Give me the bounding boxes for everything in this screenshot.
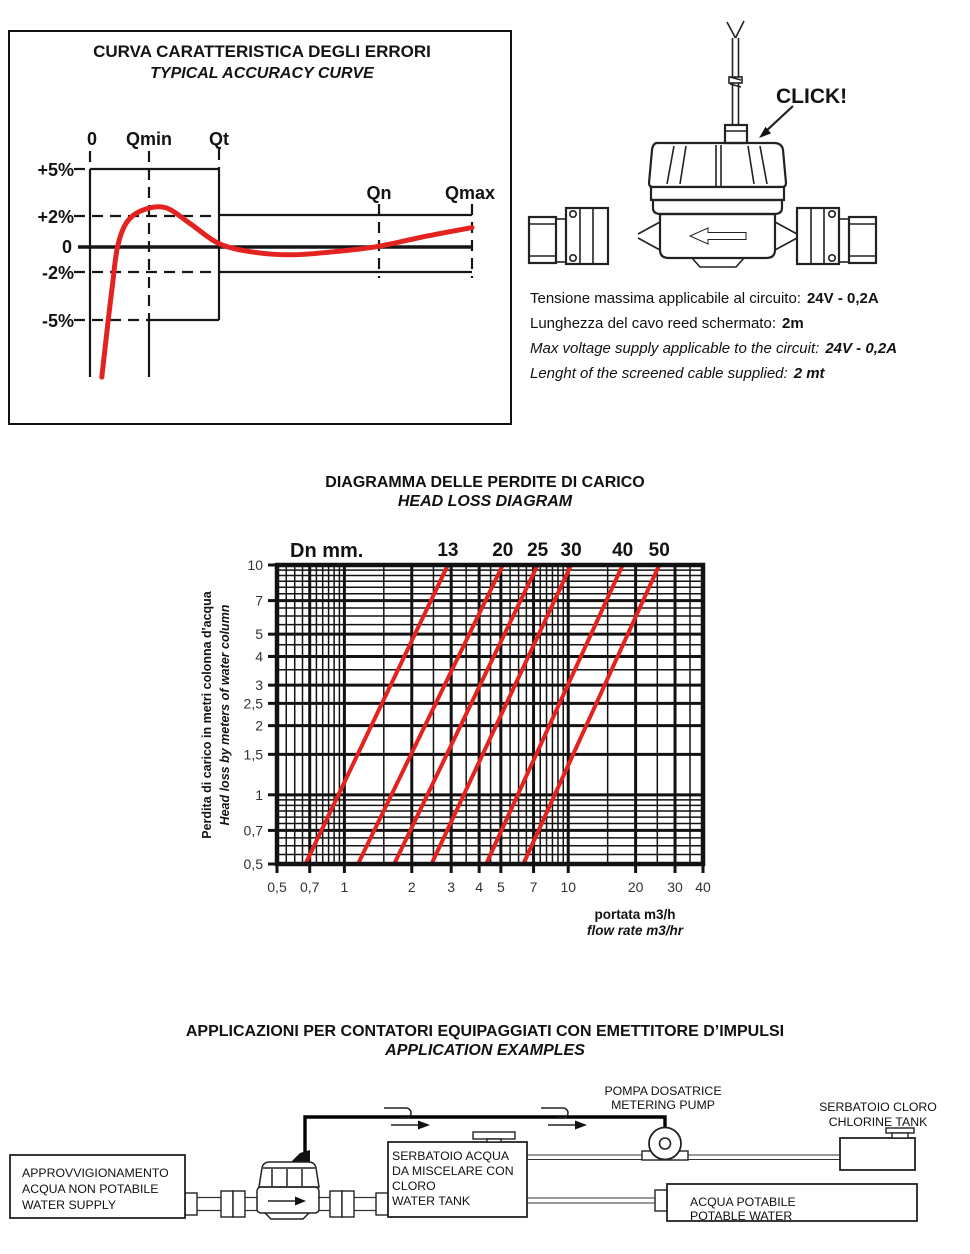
headloss-xlabel-en: flow rate m3/hr <box>586 923 684 938</box>
x-tick-label: 0,5 <box>267 879 287 895</box>
dn-axis-label: Dn mm. <box>290 540 364 562</box>
headloss-ylabel-it: Perdita di carico in metri colonna d'acqua <box>200 591 214 839</box>
acc-ylabel-m5: -5% <box>41 311 74 331</box>
y-tick-label: 4 <box>255 648 263 665</box>
dn-label: 25 <box>527 540 549 561</box>
application-schematic <box>0 1080 970 1254</box>
cable-break-mark <box>384 1108 430 1130</box>
water-meter-symbol <box>257 1150 319 1219</box>
y-tick-label: 2,5 <box>243 695 263 712</box>
supply-pipe <box>185 1191 257 1217</box>
x-tick-label: 10 <box>560 879 577 895</box>
potable-label-2: POTABLE WATER <box>690 1209 793 1223</box>
headloss-line-dn13 <box>305 565 447 864</box>
acc-ylabel-p2: +2% <box>37 207 74 227</box>
pump-label-2: METERING PUMP <box>611 1098 715 1112</box>
y-tick-label: 3 <box>255 677 263 694</box>
headloss-chart <box>185 528 755 950</box>
supply-label-1: APPROVVIGIONAMENTO <box>22 1166 169 1180</box>
chlorine-tank-cap <box>886 1128 914 1138</box>
water-tank-label-1: SERBATOIO ACQUA <box>392 1149 510 1163</box>
accuracy-curve-chart <box>10 32 510 423</box>
x-tick-label: 3 <box>447 879 456 895</box>
acc-xlabel-qmin: Qmin <box>125 129 173 149</box>
potable-label-1: ACQUA POTABILE <box>690 1195 796 1209</box>
spec-value: 24V - 0,2A <box>825 340 898 357</box>
accuracy-title: CURVA CARATTERISTICA DEGLI ERRORI <box>93 42 431 61</box>
y-tick-label: 5 <box>255 626 263 643</box>
spec-value: 24V - 0,2A <box>806 290 879 307</box>
x-tick-label: 0,7 <box>299 879 320 895</box>
electrical-specs <box>530 286 968 386</box>
y-tick-label: 1 <box>255 786 263 803</box>
x-tick-label: 5 <box>496 879 505 895</box>
x-tick-label: 20 <box>627 879 644 895</box>
acc-xlabel-qn: Qn <box>366 183 392 203</box>
y-tick-label: 10 <box>247 557 263 573</box>
meter-to-tank-pipe <box>318 1191 388 1217</box>
error-envelope <box>74 149 472 377</box>
x-tick-label: 2 <box>407 879 416 895</box>
cable-break-mark <box>541 1108 587 1130</box>
dn-label: 40 <box>612 540 634 561</box>
applications-title: APPLICAZIONI PER CONTATORI EQUIPAGGIATI CON EMETTITORE D’IMPULSI <box>185 1023 785 1040</box>
y-tick-label: 7 <box>255 592 263 609</box>
water-tank-label-2: DA MISCELARE CON <box>392 1164 514 1178</box>
spec-label: Max voltage supply applicable to the circuit: <box>530 340 820 357</box>
headloss-xlabel-it: portata m3/h <box>594 907 676 922</box>
click-callout: CLICK! <box>776 85 848 108</box>
accuracy-error-curve <box>102 207 472 377</box>
spec-line <box>530 336 968 361</box>
dn-label: 50 <box>648 540 670 561</box>
y-tick-label: 2 <box>255 717 263 734</box>
accuracy-subtitle: TYPICAL ACCURACY CURVE <box>150 65 374 82</box>
headloss-plot <box>244 540 711 895</box>
x-tick-label: 4 <box>475 879 484 895</box>
spec-value: 2 mt <box>793 365 825 382</box>
supply-label-3: WATER SUPPLY <box>22 1198 117 1212</box>
headloss-subtitle: HEAD LOSS DIAGRAM <box>397 493 573 510</box>
reed-cable <box>725 21 747 143</box>
spec-line <box>530 311 968 336</box>
water-tank-label-4: WATER TANK <box>392 1194 471 1208</box>
acc-xlabel-0: 0 <box>86 129 98 149</box>
acc-xlabel-qmax: Qmax <box>444 183 496 203</box>
headloss-line-dn50 <box>523 565 659 864</box>
chlorine-tank-label-2: CHLORINE TANK <box>828 1115 928 1129</box>
chlorine-tank-label-1: SERBATOIO CLORO <box>819 1100 937 1114</box>
headloss-title: DIAGRAMMA DELLE PERDITE DI CARICO <box>325 474 645 491</box>
accuracy-curve-figure <box>8 30 512 425</box>
acc-xlabel-qt: Qt <box>209 129 229 149</box>
dn-label: 30 <box>560 540 582 561</box>
dn-label: 20 <box>492 540 514 561</box>
acc-ylabel-0: 0 <box>61 237 72 257</box>
meter-body <box>529 143 876 267</box>
click-arrow <box>759 106 793 138</box>
tank-to-potable-pipe <box>527 1190 667 1211</box>
supply-label-2: ACQUA NON POTABILE <box>22 1182 159 1196</box>
x-tick-label: 40 <box>695 879 711 895</box>
acc-ylabel-p5: +5% <box>37 160 74 180</box>
water-tank-label-3: CLORO <box>392 1179 436 1193</box>
applications-subtitle: APPLICATION EXAMPLES <box>385 1042 585 1059</box>
metering-pump <box>642 1128 688 1161</box>
spec-value: 2m <box>781 315 804 332</box>
spec-line <box>530 286 968 311</box>
chlorine-tank-box <box>840 1138 915 1170</box>
y-tick-label: 0,7 <box>243 822 263 839</box>
y-tick-label: 0,5 <box>243 856 263 872</box>
x-tick-label: 7 <box>529 879 538 895</box>
dn-label: 13 <box>437 540 459 561</box>
y-tick-label: 1,5 <box>243 746 263 763</box>
headloss-line-dn20 <box>358 565 503 864</box>
x-tick-label: 1 <box>340 879 349 895</box>
spec-label: Tensione massima applicabile al circuito: <box>530 290 801 307</box>
spec-label: Lenght of the screened cable supplied: <box>530 365 788 382</box>
headloss-ylabel-en: Head loss by meters of water column <box>218 604 232 826</box>
x-tick-label: 30 <box>667 879 683 895</box>
headloss-line-dn40 <box>486 565 622 864</box>
spec-line <box>530 361 968 386</box>
spec-label: Lunghezza del cavo reed schermato: <box>530 315 776 332</box>
pump-label-1: POMPA DOSATRICE <box>604 1084 722 1098</box>
pulse-meter-drawing <box>520 5 970 280</box>
water-tank-cap <box>473 1132 515 1142</box>
acc-ylabel-m2: -2% <box>41 263 74 283</box>
